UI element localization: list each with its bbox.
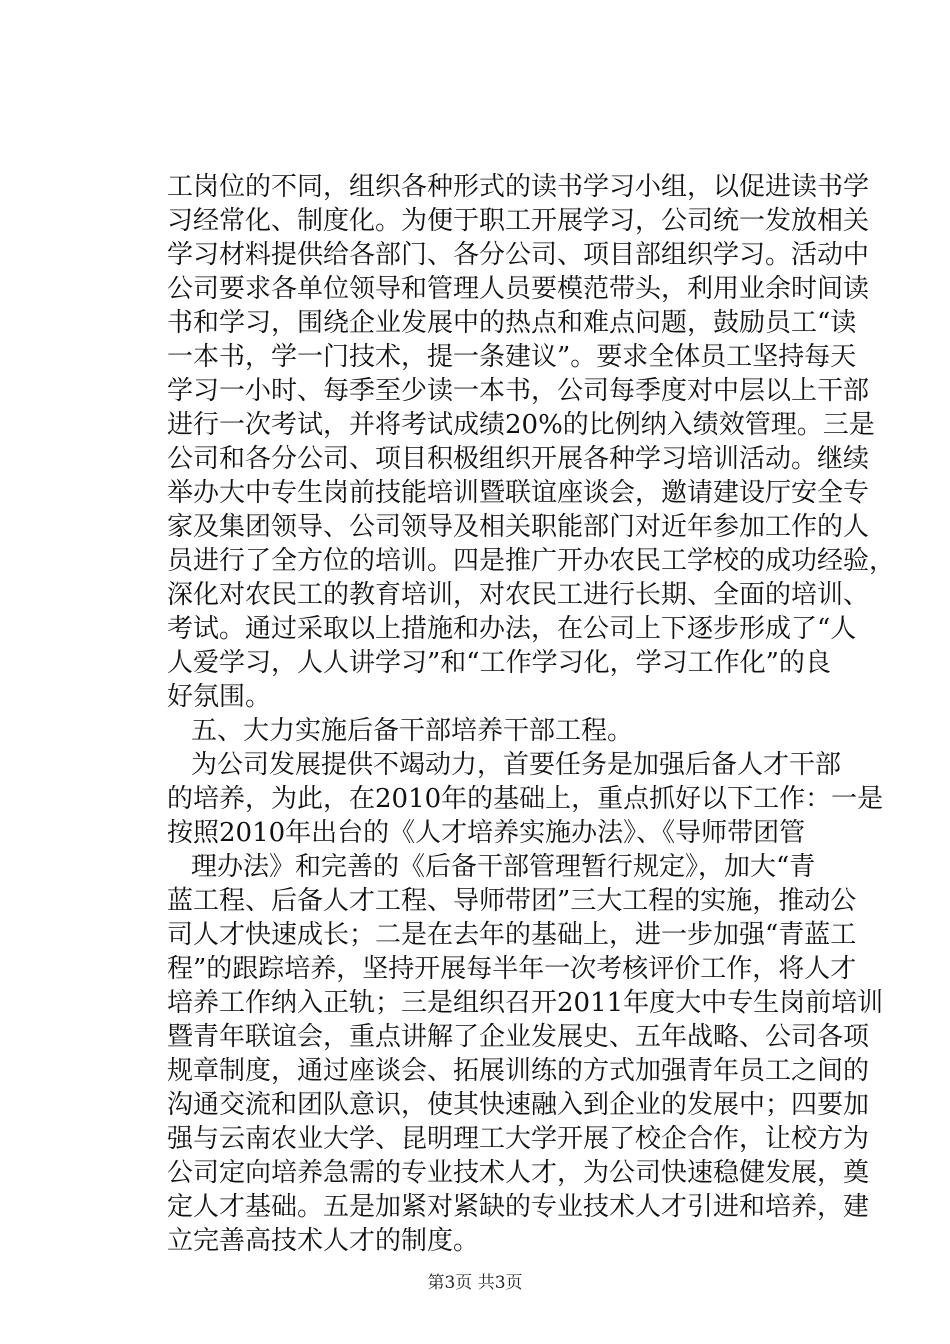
- text-line: 的培养，为此，在2010年的基础上，重点抓好以下工作：一是: [167, 784, 884, 814]
- text-line: 家及集团领导、公司领导及相关职能部门对近年参加工作的人: [167, 512, 870, 542]
- text-line: 习经常化、制度化。为便于职工开展学习，公司统一发放相关: [167, 206, 870, 236]
- text-line: 沟通交流和团队意识，使其快速融入到企业的发展中；四要加: [167, 1090, 870, 1120]
- text-line: 司人才快速成长；二是在去年的基础上，进一步加强“青蓝工: [167, 920, 857, 950]
- text-line: 一本书，学一门技术，提一条建议”。要求全体员工坚持每天: [167, 342, 857, 372]
- text-line: 进行一次考试，并将考试成绩20%的比例纳入绩效管理。三是: [167, 410, 875, 440]
- text-line: 暨青年联谊会，重点讲解了企业发展史、五年战略、公司各项: [167, 1022, 870, 1052]
- text-line: 立完善高技术人才的制度。: [167, 1226, 480, 1256]
- text-line: 公司定向培养急需的专业技术人才，为公司快速稳健发展，奠: [167, 1158, 870, 1188]
- text-line: 公司要求各单位领导和管理人员要模范带头，利用业余时间读: [167, 274, 870, 304]
- text-line: 好氛围。: [167, 682, 272, 712]
- text-line: 定人才基础。五是加紧对紧缺的专业技术人才引进和培养，建: [167, 1192, 870, 1222]
- text-line: 人爱学习，人人讲学习”和“工作学习化，学习工作化”的良: [167, 648, 831, 678]
- document-body: [167, 170, 896, 1258]
- text-line: 为公司发展提供不竭动力，首要任务是加强后备人才干部: [191, 750, 842, 780]
- text-line: 程”的跟踪培养，坚持开展每半年一次考核评价工作，将人才: [167, 954, 857, 984]
- text-line: 深化对农民工的教育培训，对农民工进行长期、全面的培训、: [167, 580, 870, 610]
- text-line: 考试。通过采取以上措施和办法，在公司上下逐步形成了“人: [167, 614, 857, 644]
- text-line: 学习一小时、每季至少读一本书，公司每季度对中层以上干部: [167, 376, 870, 406]
- text-line: 规章制度，通过座谈会、拓展训练的方式加强青年员工之间的: [167, 1056, 870, 1086]
- page-footer: 第3页 共3页: [427, 1273, 523, 1293]
- text-line: 理办法》和完善的《后备干部管理暂行规定》，加大“青: [191, 852, 816, 882]
- text-line: 公司和各分公司、项目积极组织开展各种学习培训活动。继续: [167, 444, 870, 474]
- text-line: 学习材料提供给各部门、各分公司、项目部组织学习。活动中: [167, 240, 870, 270]
- text-line: 工岗位的不同，组织各种形式的读书学习小组，以促进读书学: [167, 172, 870, 202]
- text-line: 举办大中专生岗前技能培训暨联谊座谈会，邀请建设厅安全专: [167, 478, 870, 508]
- text-line: 按照2010年出台的《人才培养实施办法》、《导师带团管: [167, 818, 806, 848]
- text-line: 蓝工程、后备人才工程、导师带团”三大工程的实施，推动公: [167, 886, 857, 916]
- text-line: 书和学习，围绕企业发展中的热点和难点问题，鼓励员工“读: [167, 308, 857, 338]
- text-line: 培养工作纳入正轨；三是组织召开2011年度大中专生岗前培训: [167, 988, 884, 1018]
- text-line: 强与云南农业大学、昆明理工大学开展了校企合作，让校方为: [167, 1124, 870, 1154]
- section-heading: 五、大力实施后备干部培养干部工程。: [191, 716, 634, 746]
- text-line: 员进行了全方位的培训。四是推广开办农民工学校的成功经验，: [167, 546, 896, 576]
